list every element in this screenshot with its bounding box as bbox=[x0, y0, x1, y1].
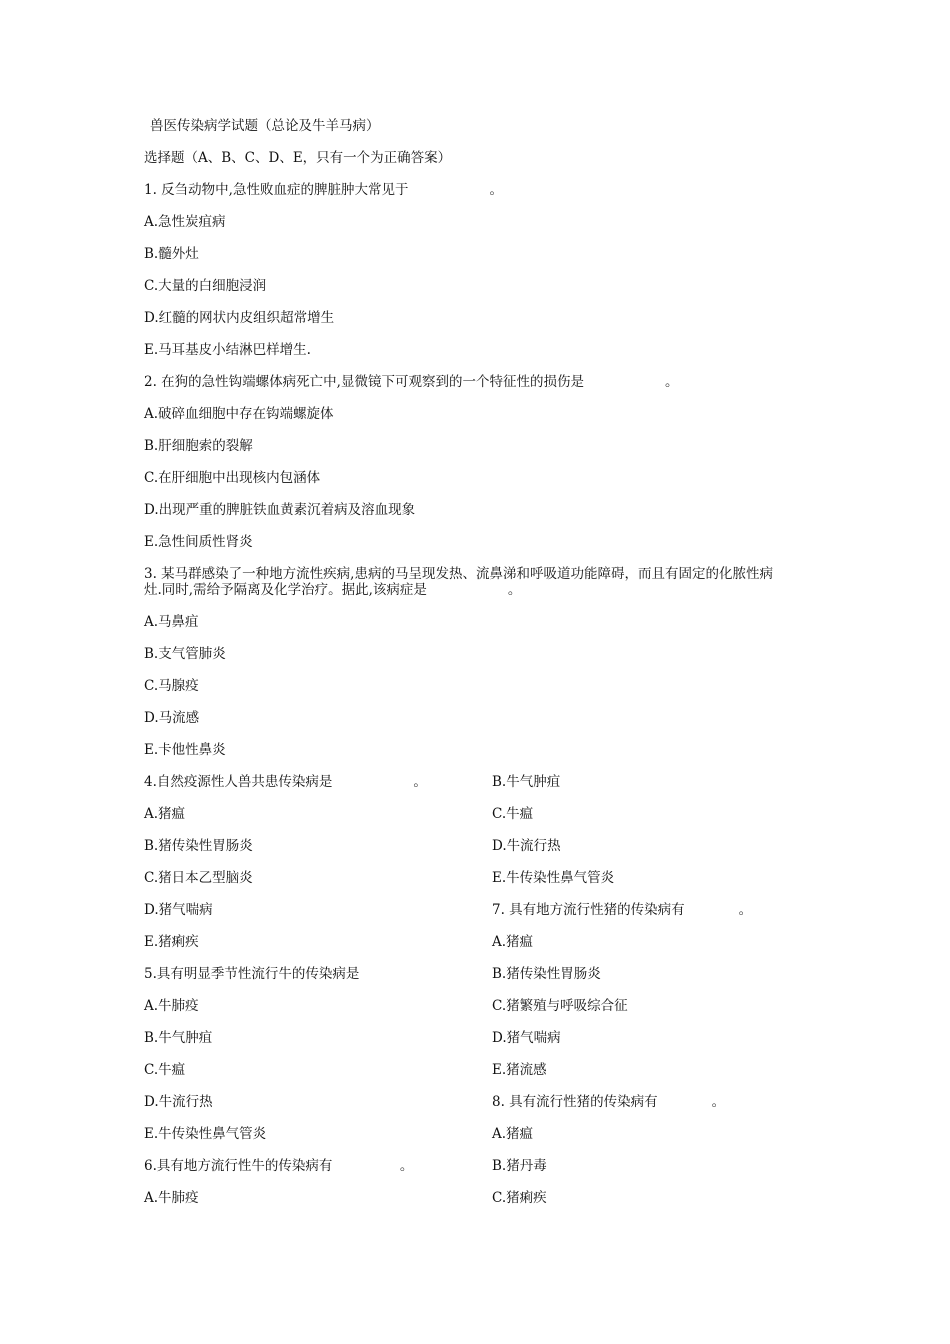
question-1-option-c: C.大量的白细胞浸润 bbox=[144, 278, 267, 294]
question-6-option-d: D.牛流行热 bbox=[492, 838, 561, 854]
question-2-option-b: B.肝细胞索的裂解 bbox=[144, 438, 253, 454]
question-4-option-c: C.猪日本乙型脑炎 bbox=[144, 870, 253, 886]
question-5-option-e: E.牛传染性鼻气管炎 bbox=[144, 1126, 267, 1142]
question-4-option-b: B.猪传染性胃肠炎 bbox=[144, 838, 253, 854]
question-1-option-b: B.髓外灶 bbox=[144, 246, 199, 262]
question-8-option-a: A.猪瘟 bbox=[492, 1126, 534, 1142]
question-2-option-d: D.出现严重的脾脏铁血黄素沉着病及溶血现象 bbox=[144, 502, 416, 518]
question-2-option-a: A.破碎血细胞中存在钩端螺旋体 bbox=[144, 406, 334, 422]
question-1-option-d: D.红髓的网状内皮组织超常增生 bbox=[144, 310, 335, 326]
question-6-option-b: B.牛气肿疽 bbox=[492, 774, 561, 790]
question-3-option-d: D.马流感 bbox=[144, 710, 200, 726]
question-5-option-a: A.牛肺疫 bbox=[144, 998, 199, 1014]
question-8-option-b: B.猪丹毒 bbox=[492, 1158, 547, 1174]
question-2-option-c: C.在肝细胞中出现核内包涵体 bbox=[144, 470, 321, 486]
question-7-option-d: D.猪气喘病 bbox=[492, 1030, 561, 1046]
question-4-stem: 4.自然疫源性人兽共患传染病是 。 bbox=[144, 774, 427, 790]
question-1-stem: 1. 反刍动物中,急性败血症的脾脏肿大常见于 。 bbox=[144, 182, 503, 198]
question-7-option-c: C.猪繁殖与呼吸综合征 bbox=[492, 998, 628, 1014]
document-title: 兽医传染病学试题（总论及牛羊马病） bbox=[150, 118, 380, 134]
question-3-option-c: C.马腺疫 bbox=[144, 678, 199, 694]
question-6-option-e: E.牛传染性鼻气管炎 bbox=[492, 870, 615, 886]
section-instruction: 选择题（A、B、C、D、E，只有一个为正确答案） bbox=[144, 150, 452, 166]
question-6-option-c: C.牛瘟 bbox=[492, 806, 534, 822]
question-8-stem: 8. 具有流行性猪的传染病有 。 bbox=[492, 1094, 726, 1110]
question-4-option-a: A.猪瘟 bbox=[144, 806, 186, 822]
question-8-option-c: C.猪痢疾 bbox=[492, 1190, 547, 1206]
question-7-option-a: A.猪瘟 bbox=[492, 934, 534, 950]
question-5-option-b: B.牛气肿疽 bbox=[144, 1030, 213, 1046]
question-3-stem-line-1: 3. 某马群感染了一种地方流性疾病,患病的马呈现发热、流鼻涕和呼吸道功能障碍，而且有固定的化脓性病 bbox=[144, 566, 773, 582]
question-1-option-e: E.马耳基皮小结淋巴样增生. bbox=[144, 342, 311, 358]
question-5-stem: 5.具有明显季节性流行牛的传染病是 bbox=[144, 966, 360, 982]
question-7-stem: 7. 具有地方流行性猪的传染病有 。 bbox=[492, 902, 753, 918]
question-5-option-c: C.牛瘟 bbox=[144, 1062, 186, 1078]
question-1-option-a: A.急性炭疽病 bbox=[144, 214, 226, 230]
question-7-option-b: B.猪传染性胃肠炎 bbox=[492, 966, 601, 982]
question-4-option-d: D.猪气喘病 bbox=[144, 902, 213, 918]
question-3-option-a: A.马鼻疽 bbox=[144, 614, 199, 630]
question-2-stem: 2. 在狗的急性钩端螺体病死亡中,显微镜下可观察到的一个特征性的损伤是 。 bbox=[144, 374, 679, 390]
question-5-option-d: D.牛流行热 bbox=[144, 1094, 213, 1110]
question-6-option-a: A.牛肺疫 bbox=[144, 1190, 199, 1206]
question-6-stem: 6.具有地方流行性牛的传染病有 。 bbox=[144, 1158, 414, 1174]
question-3-option-e: E.卡他性鼻炎 bbox=[144, 742, 226, 758]
question-4-option-e: E.猪痢疾 bbox=[144, 934, 199, 950]
question-3-stem-line-2: 灶.同时,需给予隔离及化学治疗。据此,该病症是 。 bbox=[144, 582, 522, 598]
question-2-option-e: E.急性间质性肾炎 bbox=[144, 534, 253, 550]
question-3-option-b: B.支气管肺炎 bbox=[144, 646, 226, 662]
question-7-option-e: E.猪流感 bbox=[492, 1062, 547, 1078]
